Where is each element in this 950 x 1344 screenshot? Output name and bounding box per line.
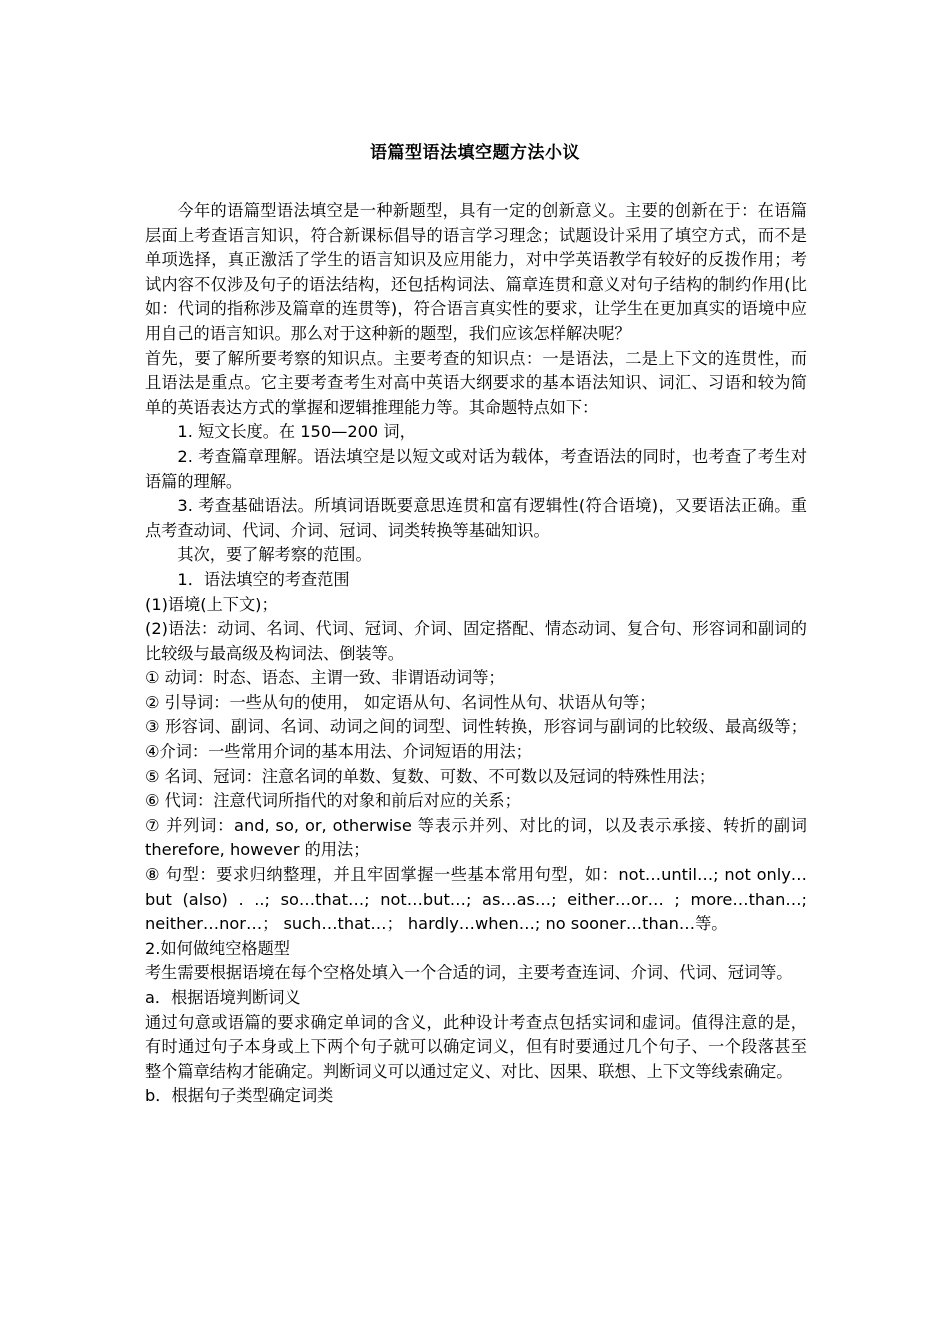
grammar-item-sentence-patterns: ⑧ 句型：要求归纳整理，并且牢固掌握一些基本常用句型，如：not…until…; not only…but (also) . ..; so…that…; not…but…; as…as…; either…or… ; more…than…; neither…nor…； such…that…； hardly…when…; no sooner…than…等。 [145,865,807,934]
method-b-heading: b．根据句子类型确定词类 [145,1086,334,1106]
scope-item-grammar: (2)语法：动词、名词、代词、冠词、介词、固定搭配、情态动词、复合句、形容词和副词的比较级与最高级及构词法、倒装等。 [145,619,807,663]
grammar-item-adjectives: ③ 形容词、副词、名词、动词之间的词型、词性转换，形容词与副词的比较级、最高级等；④介词：一些常用介词的基本用法、介词短语的用法； [145,717,807,762]
feature-item-2: 2. 考查篇章理解。语法填空是以短文或对话为载体，考查语法的同时，也考查了考生对语篇的理解。 [145,446,807,491]
grammar-item-pronouns: ⑥ 代词：注意代词所指代的对象和前后对应的关系； [145,791,521,811]
intro-paragraph: 今年的语篇型语法填空是一种新题型，具有一定的创新意义。主要的创新在于：在语篇层面上考查语言知识，符合新课标倡导的语言学习理念；试题设计采用了填空方式，而不是单项选择，真正激活了学生的语言知识及应用能力，对中学英语教学有较好的反拨作用；考试内容不仅涉及句子的语法结构，还包括构词法、篇章连贯和意义对句子结构的制约作用(比如：代词的指称涉及篇章的连贯等)，符合语言真实性的要求，让学生在更加真实的语境中应用自己的语言知识。那么对于这种新的题型，我们应该怎样解决呢？ [145,201,807,343]
scope-heading: 1．语法填空的考查范围 [177,569,350,589]
document-title: 语篇型语法填空题方法小议 [370,143,580,163]
method-a-paragraph: 通过句意或语篇的要求确定单词的含义，此种设计考查点包括实词和虚词。值得注意的是，有时通过句子本身或上下两个句子就可以确定词义，但有时要通过几个句子、一个段落甚至整个篇章结构才能确定。判断词义可以通过定义、对比、因果、联想、上下文等线索确定。 [145,1012,807,1081]
grammar-item-nouns: ⑤ 名词、冠词：注意名词的单数、复数、可数、不可数以及冠词的特殊性用法； [145,766,716,786]
method-a-heading: a．根据语境判断词义 [145,988,301,1007]
feature-item-3: 3. 考查基础语法。所填词语既要意思连贯和富有逻辑性(符合语境)，又要语法正确。重点考查动词、代词、介词、冠词、词类转换等基础知识。 [145,496,807,540]
scope-item-context: (1)语境(上下文)； [145,594,278,614]
blank-questions-paragraph: 考生需要根据语境在每个空格处填入一个合适的词，主要考查连词、介词、代词、冠词等。 [145,963,793,983]
second-point-paragraph: 其次，要了解考察的范围。 [177,545,372,565]
grammar-item-coordinators: ⑦ 并列词：and, so, or, otherwise 等表示并列、对比的词，以及表示承接、转折的副词 therefore, however 的用法； [145,815,807,860]
grammar-item-connectors: ② 引导词：一些从句的使用， 如定语从句、名词性从句、状语从句等； [145,692,656,712]
first-point-paragraph: 首先，要了解所要考察的知识点。主要考查的知识点：一是语法，二是上下文的连贯性，而且语法是重点。它主要考查考生对高中英语大纲要求的基本语法知识、词汇、习语和较为简单的英语表达方式的掌握和逻辑推理能力等。其命题特点如下： [145,348,807,417]
document-body [145,199,807,1109]
grammar-item-verbs: ① 动词：时态、语态、主谓一致、非谓语动词等； [145,668,505,688]
section-heading-blank-questions: 2.如何做纯空格题型 [145,938,290,958]
feature-item-1: 1. 短文长度。在 150—200 词， [177,422,416,442]
